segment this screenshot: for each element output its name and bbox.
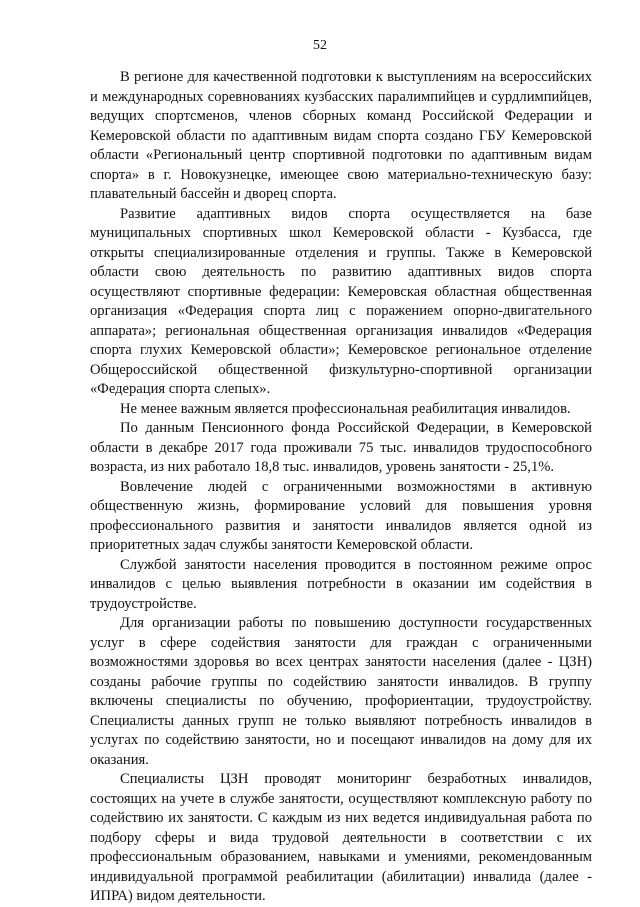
page-number: 52 — [313, 38, 327, 53]
paragraph-employment-survey: Службой занятости населения проводится в постоянном режиме опрос инвалидов с целью выявления потребности в оказании им содействия в трудоустройстве. — [90, 556, 592, 612]
paragraph-adaptive-sports-development: Развитие адаптивных видов спорта осуществляется на базе муниципальных спортивных школ Кемеровской области - Кузбасса, где открыты специализированные отделения и группы. Также в Кемеровской области свою деятельность по развитию адаптивных видов спорта осуществляют спортивные федерации: Кемеровская областная общественная организация «Федерация спорта лиц с поражением опорно-двигательного аппарата»; региональная общественная организация инвалидов «Федерация спорта глухих Кемеровской области»; Кемеровское региональное отделение Общероссийской общественной физкультурно-спортивной организации «Федерация спорта слепых». — [90, 205, 592, 397]
paragraph-working-groups: Для организации работы по повышению доступности государственных услуг в сфере содействия занятости для граждан с ограниченными возможностями здоровья во всех центрах занятости населения (далее - ЦЗН) созданы рабочие группы по содействию занятости инвалидов. В группу включены специалисты по обучению, профориентации, трудоустройству. Специалисты данных групп не только выявляют потребность инвалидов в услугах по содействию занятости, но и посещают инвалидов на дому для их оказания. — [90, 615, 592, 768]
paragraph-social-involvement: Вовлечение людей с ограниченными возможностями в активную общественную жизнь, формирование условий для повышения уровня профессионального развития и занятости инвалидов является одной из приоритетных задач службы занятости Кемеровской области. — [90, 478, 592, 553]
body-text — [90, 68, 592, 907]
paragraph-monitoring: Специалисты ЦЗН проводят мониторинг безработных инвалидов, состоящих на учете в службе занятости, осуществляют комплексную работу по содействию их занятости. С каждым из них ведется индивидуальная работа по подбору сферы и вида трудовой деятельности в соответствии с их профессиональным образованием, навыками и умениями, рекомендованным индивидуальной программой реабилитации (абилитации) инвалида (далее - ИПРА) видом деятельности. — [90, 771, 592, 904]
paragraph-sports-training-center: В регионе для качественной подготовки к выступлениям на всероссийских и международных соревнованиях кузбасских паралимпийцев и сурдлимпийцев, ведущих спортсменов, членов сборных команд Российской Федерации и Кемеровской области по адаптивным видам спорта создано ГБУ Кемеровской области «Региональный центр спортивной подготовки по адаптивным видам спорта» в г. Новокузнецке, имеющее свою материально-техническую базу: плавательный бассейн и дворец спорта. — [90, 69, 592, 202]
paragraph-professional-rehabilitation: Не менее важным является профессиональная реабилитация инвалидов. — [120, 400, 571, 417]
paragraph-pension-fund-statistics: По данным Пенсионного фонда Российской Федерации, в Кемеровской области в декабре 2017 года проживали 75 тыс. инвалидов трудоспособного возраста, из них работало 18,8 тыс. инвалидов, уровень занятости - 25,1%. — [90, 420, 592, 475]
